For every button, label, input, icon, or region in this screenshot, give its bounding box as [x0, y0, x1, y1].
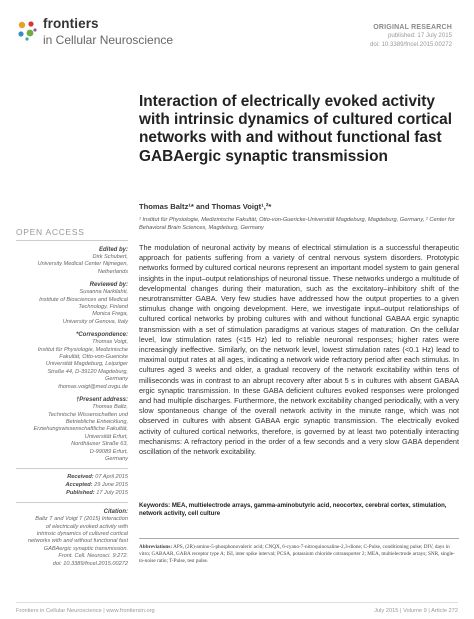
correspondence-block	[16, 331, 128, 391]
abbreviations-label: Abbreviations:	[139, 544, 173, 550]
present-address-line: Betriebliche Entwicklung,	[65, 418, 128, 425]
correspondence-line: Germany	[104, 376, 128, 383]
open-access-label: OPEN ACCESS	[16, 227, 85, 237]
journal-name: in Cellular Neuroscience	[43, 33, 174, 47]
dates-block	[16, 474, 128, 497]
footer-volume: July 2015 | Volume 9 | Article 272	[374, 608, 458, 614]
present-address-line: Universität Erfurt,	[84, 433, 128, 440]
present-address-line: Erziehungswissenschaftliche Fakultät,	[33, 426, 128, 433]
footer-divider	[16, 602, 458, 603]
received-label: Received:	[67, 474, 94, 481]
citation-line: GABAergic synaptic transmission.	[43, 545, 128, 552]
citation-line: Front. Cell. Neurosci. 9:272.	[58, 553, 128, 560]
present-address-block	[16, 396, 128, 463]
footer-journal[interactable]: Frontiers in Cellular Neuroscience | www.frontiersin.org	[16, 608, 155, 614]
correspondence-line: Universität Magdeburg, Leipziger	[45, 361, 128, 368]
reviewed-by-line: Institute of Biosciences and Medical	[39, 296, 128, 303]
doi-line[interactable]: doi: 10.3389/fncel.2015.00272	[370, 40, 452, 48]
correspondence-line: Institut für Physiologie, Medizinische	[37, 346, 128, 353]
accepted-date	[16, 482, 128, 490]
citation-line: networks with and without functional fast	[27, 538, 128, 545]
published-date	[16, 490, 128, 498]
reviewed-by-line: Susanna Narkilahti,	[79, 289, 128, 296]
affiliations: ¹ Institut für Physiologie, Medizinische Fakultät, Otto-von-Guericke-Universität Magdeburg, Magdeburg, Germany, ² Center for Behavioral Brain Sciences, Magdeburg, Germany	[139, 217, 455, 231]
citation-label: Citation:	[103, 509, 128, 516]
published-value: 17 July 2015	[96, 489, 128, 496]
reviewed-by-line: Technology, Finland	[78, 304, 128, 311]
abbreviations	[139, 544, 459, 566]
citation-line: of electrically evoked activity with	[45, 523, 128, 530]
published-line: published: 17 July 2015	[387, 32, 452, 40]
correspondence-line: Straße 44, D-39120 Magdeburg,	[47, 368, 128, 375]
edited-by-block	[16, 246, 128, 276]
sidebar	[16, 240, 128, 573]
article-meta	[370, 24, 452, 49]
present-address-line: Nordhäuser Straße 63,	[71, 441, 128, 448]
correspondence-email[interactable]: thomas.voigt@med.ovgu.de	[58, 383, 128, 390]
divider	[16, 468, 128, 469]
abbreviations-text: APS, (2R)-amino-5-phosphonovaleric acid; CNQX, 6-cyano-7-nitroquinoxaline-2,3-dione; C-Pulse, conditioning pulse; DIV, days in vitro; GABAAR, GABA receptor type A; ISI, inter spike interval; PCSA, potassium chloride cotransporter 2; MEA, multielectrode arrays; SNR, single-to-noise ratio; T-Pulse, test pulse.	[139, 544, 455, 565]
edited-by-label: Edited by:	[98, 247, 128, 253]
divider	[16, 240, 128, 241]
keywords-label: Keywords:	[139, 502, 171, 509]
present-address-label: †Present address:	[75, 397, 128, 404]
keywords-text: MEA, multielectrode arrays, gamma-aminobutyric acid, neocortex, cerebral cortex, stimulation, network activity, cell culture	[139, 502, 447, 518]
journal-logo	[16, 15, 216, 55]
citation-line: Baltz T and Voigt T (2015) Interaction	[35, 516, 128, 523]
edited-by-line: University Medical Center Nijmegen,	[37, 261, 128, 268]
accepted-label: Accepted:	[65, 481, 93, 488]
reviewed-by-line: University of Genova, Italy	[62, 318, 128, 325]
present-address-line: Thomas Baltz,	[92, 404, 128, 411]
article-type: ORIGINAL RESEARCH	[373, 24, 452, 31]
citation-block	[16, 508, 128, 568]
keywords	[139, 502, 459, 519]
reviewed-by-label: Reviewed by:	[89, 282, 128, 289]
received-value: 07 April 2015	[95, 474, 128, 481]
divider	[139, 538, 459, 539]
citation-doi[interactable]: doi: 10.3389/fncel.2015.00272	[52, 560, 128, 567]
edited-by-line: Dirk Schubert,	[92, 254, 128, 260]
correspondence-label: *Correspondence:	[75, 332, 128, 339]
author-list: Thomas Baltz¹* and Thomas Voigt¹,²*	[139, 202, 272, 211]
reviewed-by-block	[16, 281, 128, 326]
correspondence-line: Thomas Voigt,	[92, 339, 128, 346]
correspondence-line: Fakultät, Otto-von-Guericke	[59, 354, 128, 361]
published-label: Published:	[66, 489, 95, 496]
edited-by-line: Netherlands	[97, 268, 128, 275]
article-title: Interaction of electrically evoked activity with intrinsic dynamics of cultured cortical networks with and without functional fast GABAergic synaptic transmission	[139, 93, 453, 165]
divider	[16, 502, 128, 503]
frontiers-logo-icon	[16, 19, 38, 41]
brand-name: frontiers	[43, 16, 99, 31]
citation-line: intrinsic dynamics of cultured cortical	[36, 530, 128, 537]
reviewed-by-line: Monica Frega,	[92, 311, 128, 318]
present-address-line: Technische Wissenschaften und	[48, 411, 128, 418]
present-address-line: Germany	[104, 455, 128, 462]
abstract-text: The modulation of neuronal activity by means of electrical stimulation is a successful therapeutic approach for patients suffering from a variety of central nervous system disorders. Prototypic networks formed by cultured cortical neurons represent an important model system to gain general insights in the input–output relationships of neuronal tissue. These networks undergo a multitude of developmental changes during their maturation, such as the excitatory–inhibitory shift of the neurotransmitter GABA. Very few studies have addressed how the output properties to a given stimulus change with ongoing development. Here, we investigate input–output relationships of cultured cortical networks by probing cultures with and without functional GABAA ergic synaptic transmission with a set of stimulation paradigms at various stages of maturation. On the cellular level, low stimulation rates (<15 Hz) led to reliable neuronal responses; higher rates were increasingly ineffective. Similarly, on the network level, lowest stimulation rates (<0.1 Hz) lead to maximal output rates at all ages, indicating a network wide refractory period after each stimulus. In cultures aged 3 weeks and older, a gradual recovery of the network excitability within tens of milliseconds was in contrast to an abrupt recovery after about 5 s in cultures with absent GABAA ergic synaptic transmission. In these GABA deficient cultures evoked responses were prolonged and had multiple discharges. Furthermore, the network excitability changed periodically, with a very slow spontaneous change of the overall network activity in the minute range, which was not observed in cultures with absent GABAA ergic synaptic transmission. The electrically evoked activity of cultured cortical networks, therefore, is governed by at least two potentially interacting mechanisms: A refractory period in the order of a few seconds and a very slow GABA dependent oscillation of the network excitability.	[139, 243, 459, 457]
accepted-value: 29 June 2015	[94, 481, 128, 488]
received-date	[16, 474, 128, 482]
present-address-line: D-99089 Erfurt,	[89, 448, 128, 455]
